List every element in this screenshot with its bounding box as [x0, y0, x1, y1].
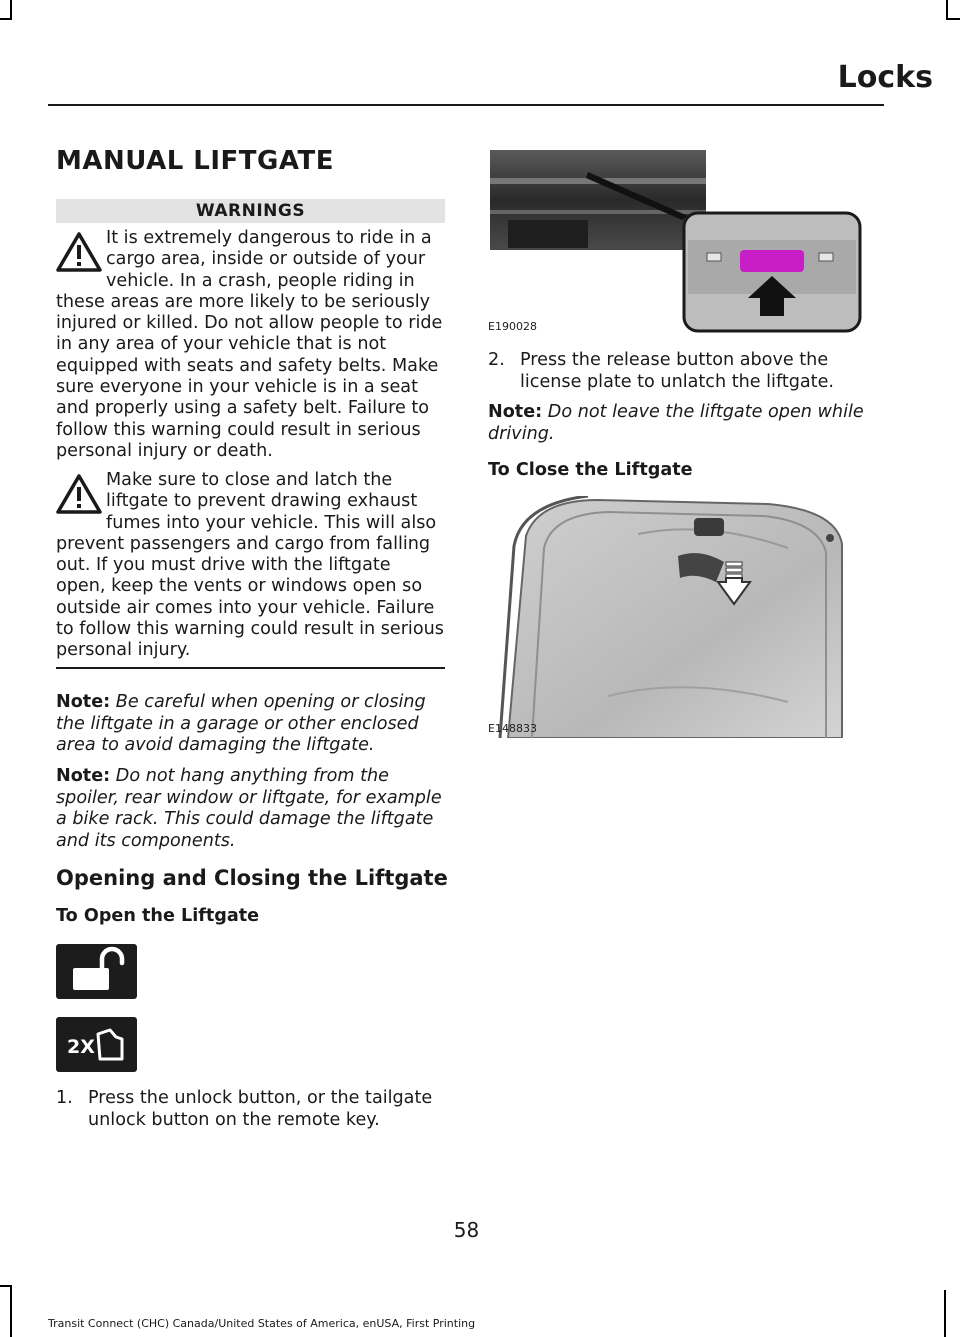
- warning-text: It is extremely dangerous to ride in a cargo area, inside or outside of your vehicle. In a crash, people riding in these areas are more likely to be seriously injured or killed. Do not allow people to ride in any area of your vehicle that is not equipped with seats and safety belts. Make sure everyone in your vehicle is in a seat and properly using a safety belt. Failure to follow this warning could result in serious personal injury or death.: [56, 228, 443, 461]
- figure-caption: E148833: [488, 722, 537, 735]
- page-header-title: Locks: [837, 60, 933, 95]
- warnings-divider: [56, 667, 445, 669]
- crop-mark: [10, 0, 12, 20]
- step-text: Press the unlock button, or the tailgate unlock button on the remote key.: [88, 1088, 433, 1130]
- note-text: Be careful when opening or closing the liftgate in a garage or other enclosed area to avoid damaging the liftgate.: [56, 692, 426, 755]
- crop-mark: [0, 18, 12, 20]
- close-liftgate-heading: To Close the Liftgate: [488, 460, 693, 480]
- note-text: Do not leave the liftgate open while driving.: [488, 402, 864, 444]
- crop-mark: [944, 1290, 946, 1337]
- warning-block: [56, 470, 445, 662]
- note: [56, 692, 445, 757]
- liftgate-close-illustration: [488, 496, 864, 738]
- release-button-illustration: [488, 150, 864, 336]
- tailgate-unlock-icon: [56, 1017, 137, 1072]
- note-text: Do not hang anything from the spoiler, rear window or liftgate, for example a bike rack. This could damage the liftgate and its components.: [56, 766, 442, 851]
- warning-triangle-icon: [56, 232, 102, 272]
- crop-mark: [946, 18, 960, 20]
- figure-caption: E190028: [488, 320, 537, 333]
- warnings-heading: WARNINGS: [56, 199, 445, 223]
- warning-block: [56, 228, 445, 462]
- step-text: Press the release button above the license plate to unlatch the liftgate.: [520, 350, 834, 392]
- footer-text: Transit Connect (CHC) Canada/United States of America, enUSA, First Printing: [48, 1317, 476, 1330]
- header-divider: [48, 104, 884, 106]
- unlock-icon: [56, 944, 137, 999]
- note-label: Note:: [56, 766, 111, 786]
- page-number: 58: [453, 1218, 480, 1242]
- section-title: MANUAL LIFTGATE: [56, 146, 334, 176]
- crop-mark: [946, 0, 948, 20]
- step-1: [56, 1088, 445, 1134]
- crop-mark: [0, 1285, 12, 1287]
- icon-label: 2X: [67, 1036, 95, 1058]
- step-2: [488, 350, 878, 396]
- note-label: Note:: [56, 692, 111, 712]
- warning-triangle-icon: [56, 474, 102, 514]
- crop-mark: [10, 1285, 12, 1337]
- note: [488, 402, 878, 445]
- note: [56, 766, 445, 852]
- subsection-title: Opening and Closing the Liftgate: [56, 866, 448, 890]
- step-number: 1.: [56, 1088, 73, 1108]
- note-label: Note:: [488, 402, 543, 422]
- warning-text: Make sure to close and latch the liftgate to prevent drawing exhaust fumes into your vehicle. This will also prevent passengers and cargo from falling out. If you must drive with the liftgate open, keep the vents or windows open so outside air comes into your vehicle. Failure to follow this warning could result in serious personal injury.: [56, 470, 444, 661]
- open-liftgate-heading: To Open the Liftgate: [56, 906, 260, 926]
- step-number: 2.: [488, 350, 505, 370]
